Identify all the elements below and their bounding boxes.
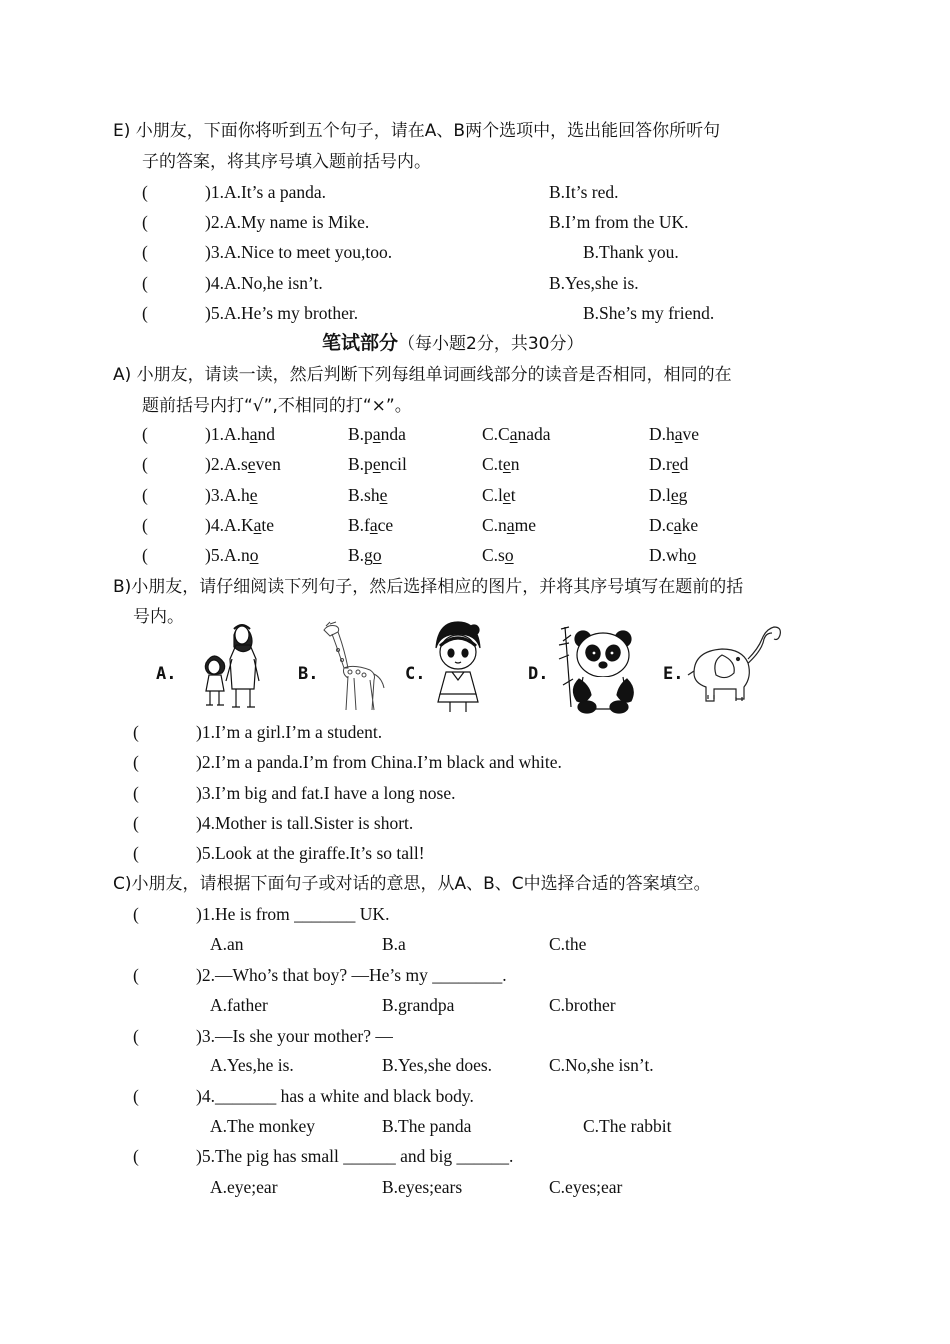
option-a: A.Yes,he is. (210, 1055, 294, 1075)
word-d: D.who (649, 545, 697, 565)
word-c: C.let (482, 485, 516, 505)
answer-bracket[interactable]: ( (142, 454, 148, 474)
picture-label-a: A. (156, 664, 177, 684)
section-b-instruction-line2: 号内。 (133, 607, 184, 627)
picture-label-e: E. (663, 664, 684, 684)
girl-student-picture (430, 620, 486, 715)
answer-bracket[interactable]: ( (142, 424, 148, 444)
answer-bracket[interactable]: ( (142, 485, 148, 505)
answer-bracket[interactable]: ( (133, 843, 139, 863)
option-b: B.eyes;ears (382, 1177, 463, 1197)
answer-bracket[interactable]: ( (133, 752, 139, 772)
answer-bracket[interactable]: ( (142, 515, 148, 535)
answer-bracket[interactable]: ( (142, 303, 148, 323)
word-d: D.leg (649, 485, 688, 505)
option-b: B.The panda (382, 1116, 472, 1136)
option-a: A.father (210, 995, 268, 1015)
question-text: )1.I’m a girl.I’m a student. (196, 722, 383, 742)
question-text: )2.I’m a panda.I’m from China.I’m black and white. (196, 752, 562, 772)
question-text: )3.A.Nice to meet you,too. (205, 242, 393, 262)
section-e-instruction-line1: E) 小朋友，下面你将听到五个句子，请在A、B两个选项中，选出能回答你所听句 (113, 121, 721, 141)
answer-bracket[interactable]: ( (133, 965, 139, 985)
section-c-instruction: C)小朋友，请根据下面句子或对话的意思，从A、B、C中选择合适的答案填空。 (113, 874, 711, 894)
answer-bracket[interactable]: ( (133, 1086, 139, 1106)
giraffe-picture (318, 620, 388, 715)
word-c: C.ten (482, 454, 520, 474)
word-a: )3.A.he (205, 485, 258, 505)
panda-picture (553, 625, 643, 715)
word-c: C.so (482, 545, 514, 565)
section-b-instruction-line1: B)小朋友，请仔细阅读下列句子，然后选择相应的图片，并将其序号填写在题前的括 (113, 577, 744, 597)
option-a: A.an (210, 934, 244, 954)
word-a: )4.A.Kate (205, 515, 275, 535)
option-b: B.I’m from the UK. (549, 212, 689, 232)
option-c: C.brother (549, 995, 616, 1015)
word-b: B.panda (348, 424, 406, 444)
option-c: C.No,she isn’t. (549, 1055, 654, 1075)
answer-bracket[interactable]: ( (133, 722, 139, 742)
question-text: )1.He is from _______ UK. (196, 904, 390, 924)
question-text: )5.The pig has small ______ and big ______. (196, 1146, 514, 1166)
answer-bracket[interactable]: ( (133, 783, 139, 803)
word-c: C.name (482, 515, 536, 535)
picture-label-c: C. (405, 664, 426, 684)
option-c: C.The rabbit (583, 1116, 672, 1136)
question-text: )3.—Is she your mother? — (196, 1026, 393, 1046)
answer-bracket[interactable]: ( (142, 242, 148, 262)
word-d: D.cake (649, 515, 699, 535)
elephant-picture (686, 625, 786, 710)
option-b: B.a (382, 934, 406, 954)
answer-bracket[interactable]: ( (142, 212, 148, 232)
word-d: D.red (649, 454, 689, 474)
section-e-instruction-line2: 子的答案，将其序号填入题前括号内。 (142, 152, 431, 172)
word-d: D.have (649, 424, 700, 444)
word-a: )1.A.hand (205, 424, 275, 444)
option-b: B.It’s red. (549, 182, 619, 202)
answer-bracket[interactable]: ( (133, 1146, 139, 1166)
option-a: A.eye;ear (210, 1177, 278, 1197)
section-a-instruction-line2: 题前括号内打“√”,不相同的打“×”。 (142, 396, 412, 416)
option-b: B.Yes,she does. (382, 1055, 493, 1075)
option-b: B.Yes,she is. (549, 273, 639, 293)
option-b: B.She’s my friend. (583, 303, 715, 323)
option-b: B.grandpa (382, 995, 455, 1015)
question-text: )5.Look at the giraffe.It’s so tall! (196, 843, 425, 863)
answer-bracket[interactable]: ( (133, 1026, 139, 1046)
picture-label-b: B. (298, 664, 319, 684)
question-text: )5.A.He’s my brother. (205, 303, 359, 323)
mother-and-sister-picture (196, 615, 266, 710)
question-text: )2.—Who’s that boy? —He’s my ________. (196, 965, 507, 985)
option-a: A.The monkey (210, 1116, 315, 1136)
question-text: )2.A.My name is Mike. (205, 212, 370, 232)
written-part-heading (322, 332, 583, 355)
section-a-instruction-line1: A) 小朋友，请读一读，然后判断下列每组单词画线部分的读音是否相同，相同的在 (113, 365, 732, 385)
option-c: C.eyes;ear (549, 1177, 623, 1197)
written-part-subtitle: （每小题2分，共30分） (398, 334, 584, 354)
written-part-title: 笔试部分 (322, 332, 399, 354)
option-c: C.the (549, 934, 587, 954)
question-text: )4._______ has a white and black body. (196, 1086, 474, 1106)
word-b: B.face (348, 515, 394, 535)
answer-bracket[interactable]: ( (142, 545, 148, 565)
answer-bracket[interactable]: ( (133, 904, 139, 924)
question-text: )3.I’m big and fat.I have a long nose. (196, 783, 456, 803)
question-text: )4.A.No,he isn’t. (205, 273, 323, 293)
picture-label-d: D. (528, 664, 549, 684)
word-a: )5.A.no (205, 545, 259, 565)
word-a: )2.A.seven (205, 454, 281, 474)
answer-bracket[interactable]: ( (133, 813, 139, 833)
answer-bracket[interactable]: ( (142, 273, 148, 293)
word-b: B.she (348, 485, 388, 505)
word-b: B.go (348, 545, 382, 565)
word-c: C.Canada (482, 424, 551, 444)
question-text: )4.Mother is tall.Sister is short. (196, 813, 414, 833)
question-text: )1.A.It’s a panda. (205, 182, 327, 202)
option-b: B.Thank you. (583, 242, 679, 262)
word-b: B.pencil (348, 454, 407, 474)
answer-bracket[interactable]: ( (142, 182, 148, 202)
